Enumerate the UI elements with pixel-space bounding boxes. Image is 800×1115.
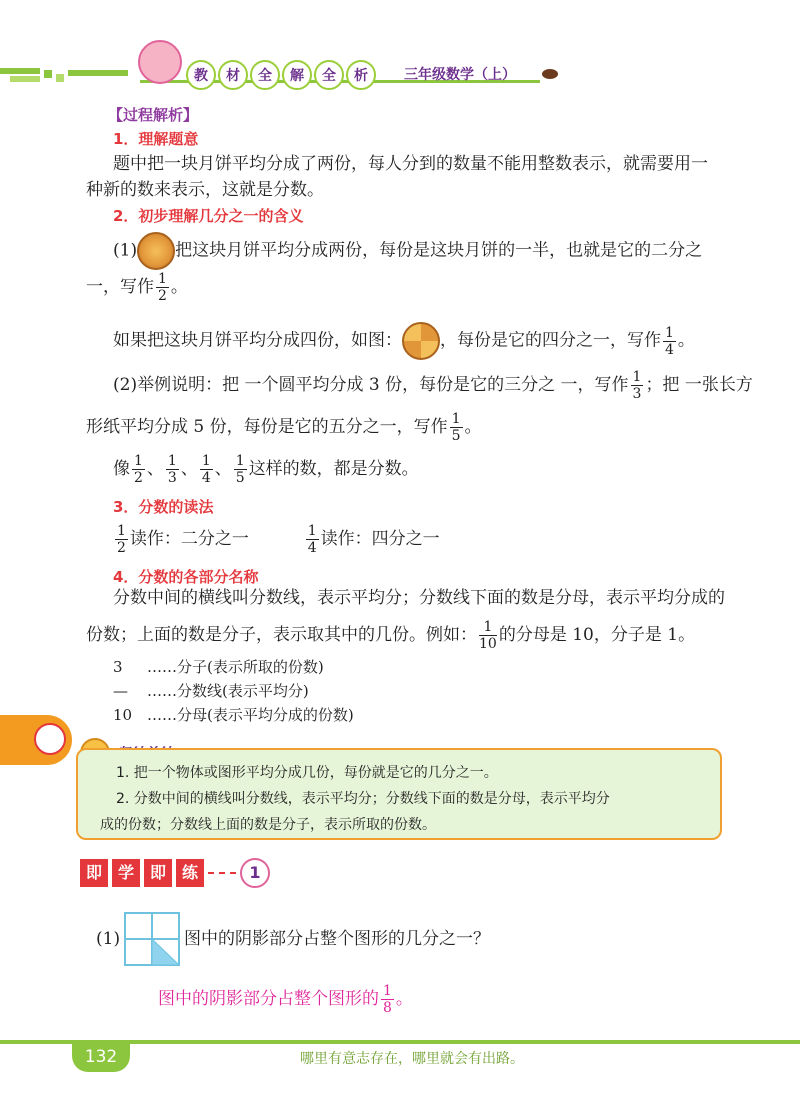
footer: [0, 1036, 800, 1076]
s4-line1: 分数中间的横线叫分数线，表示平均分；分数线下面的数是分母，表示平均分成的: [113, 588, 725, 608]
numerator: 1: [479, 620, 497, 636]
denominator: 2: [158, 288, 167, 304]
part-description: ……分数线(表示平均分): [147, 682, 309, 700]
summary-line2: 2. 分数中间的横线叫分数线，表示平均分；分数线下面的数是分母，表示平均分: [116, 791, 610, 807]
q1-label: (1): [96, 929, 121, 949]
section-heading: 【过程解析】: [108, 106, 199, 124]
footer-motto: 哪里有意志存在，哪里就会有出路。: [300, 1051, 524, 1067]
list-item: [113, 656, 354, 680]
answer-line: [158, 984, 413, 1015]
book-title-char: 教: [186, 60, 216, 90]
cat-mascot-icon: [34, 723, 66, 755]
part-description: ……分子(表示所取的份数): [147, 658, 324, 676]
denominator: 2: [117, 540, 126, 556]
fraction-half: [115, 524, 128, 555]
practice-title-char: 学: [112, 859, 140, 887]
book-title-char: 解: [282, 60, 312, 90]
fraction-half: [132, 454, 145, 485]
part-symbol: 3: [113, 658, 123, 676]
denominator: 4: [665, 341, 674, 358]
s2-p4-prefix: 像: [113, 459, 130, 479]
fraction-eighth: [381, 984, 394, 1015]
header-bar: [0, 60, 800, 90]
fraction-parts-list: [113, 656, 354, 728]
practice-title-char: 即: [144, 859, 172, 887]
denominator: 2: [134, 470, 143, 486]
s2-p1-line2-text: 一，写作: [86, 277, 154, 297]
book-title-char: 全: [314, 60, 344, 90]
numerator: 1: [235, 453, 245, 469]
dashed-line: [208, 872, 236, 874]
numerator: 1: [307, 523, 317, 539]
list-item: [113, 704, 354, 728]
s2-p3-line2: 形纸平均分成 5 份，每份是它的五分之一，写作 $\frac{1}{5}$ 。: [86, 411, 482, 444]
s2-p3-line1a: (2)举例说明：把 一个圆平均分成 3 份，每份是它的三分之 一，写作: [113, 375, 629, 395]
s2-p1-line2: 一，写作 $\frac{1}{2}$ 。: [86, 271, 188, 304]
numerator: 1: [134, 453, 143, 469]
book-title: [186, 60, 378, 90]
s1-text-line2: 种新的数来表示，这就是分数。: [86, 180, 324, 200]
numerator: 1: [632, 369, 642, 385]
header-decoration: [0, 60, 800, 90]
quartered-mooncake-icon: [402, 322, 440, 360]
numerator: 1: [167, 453, 177, 469]
s2-p4-suffix: 这样的数，都是分数。: [248, 459, 419, 479]
s1-title: 1．理解题意: [113, 130, 199, 148]
part-description: ……分母(表示平均分成的份数): [147, 706, 354, 724]
denominator: 10: [479, 636, 497, 652]
denominator: 8: [383, 1000, 392, 1016]
numerator: 1: [383, 983, 392, 999]
s3-read1: 读作：二分之一: [129, 529, 249, 549]
denominator: 3: [632, 386, 642, 402]
answer-text: 图中的阴影部分占整个图形的: [158, 989, 379, 1009]
fraction-third: [166, 454, 179, 485]
s1-text-line1: 题中把一块月饼平均分成了两份，每人分到的数量不能用整数表示，就需要用一: [113, 154, 708, 174]
numerator: 1: [665, 324, 674, 341]
fraction-third: [631, 370, 644, 401]
fraction-fifth: [234, 454, 247, 485]
summary-box: [76, 748, 722, 840]
fraction-quarter: [663, 326, 676, 357]
s2-p2-b: ，每份是它的四分之一，写作: [440, 330, 661, 351]
denominator: 5: [451, 428, 461, 444]
s2-p3-line1b: ；把 一张长方: [645, 375, 753, 395]
denominator: 3: [167, 470, 177, 486]
summary-line1: 1. 把一个物体或图形平均分成几份，每份就是它的几分之一。: [116, 765, 498, 781]
rectangle-figure: [124, 912, 180, 966]
s4-title: 4．分数的各部分名称: [113, 568, 259, 586]
fraction-quarter: [200, 454, 213, 485]
s3-read-row: [113, 524, 440, 555]
s2-p3-line1: [113, 370, 753, 401]
s2-p4: 像 $\frac{1}{2}$ 、 $\frac{1}{3}$ 、 $\frac{1}{4}$ 、 $\frac{1}{5}$ 这样的数，都是分数。: [113, 453, 419, 486]
practice-title-char: 即: [80, 859, 108, 887]
practice-title-char: 练: [176, 859, 204, 887]
practice-number: 1: [240, 858, 270, 888]
s4-line2: [86, 620, 695, 651]
s2-p1-prefix: (1): [113, 240, 138, 261]
part-symbol: —: [113, 682, 128, 700]
side-tab: [0, 715, 72, 765]
s2-title: 2．初步理解几分之一的含义: [113, 207, 304, 225]
s2-p1: [113, 232, 702, 270]
numerator: 1: [117, 523, 126, 539]
s3-read2: 读作：四分之一: [320, 529, 440, 549]
s2-p3-line2-text: 形纸平均分成 5 份，每份是它的五分之一，写作: [86, 417, 448, 437]
s4-line2b: 的分母是 10，分子是 1。: [498, 625, 696, 645]
numerator: 1: [451, 411, 461, 427]
book-title-char: 材: [218, 60, 248, 90]
denominator: 4: [201, 470, 211, 486]
s4-line2a: 份数；上面的数是分子，表示取其中的几份。例如：: [86, 625, 477, 645]
numerator: 1: [201, 453, 211, 469]
s2-p2: 如果把这块月饼平均分成四份，如图： ，每份是它的四分之一，写作 $\frac{1}{4}$ 。: [113, 322, 695, 360]
book-title-char: 全: [250, 60, 280, 90]
fraction-tenth: [479, 620, 497, 651]
s3-title: 3．分数的读法: [113, 498, 214, 516]
subject-label: 三年级数学（上）: [404, 67, 516, 83]
answer-end: 。: [395, 989, 413, 1009]
fraction-half: [156, 272, 169, 303]
fraction-fifth: [450, 412, 463, 443]
practice-header: [80, 858, 270, 888]
book-title-char: 析: [346, 60, 376, 90]
denominator: 4: [307, 540, 317, 556]
summary-line3: 成的份数；分数线上面的数是分子，表示所取的份数。: [100, 817, 436, 833]
s2-p1-line1: 把这块月饼平均分成两份，每份是这块月饼的一半，也就是它的二分之: [175, 240, 703, 261]
page-number: 132: [72, 1042, 130, 1072]
mooncake-icon: [137, 232, 175, 270]
numerator: 1: [158, 271, 167, 287]
q1-text: 图中的阴影部分占整个图形的几分之一？: [184, 929, 490, 949]
mascot-icon: [138, 40, 182, 84]
denominator: 5: [235, 470, 245, 486]
list-item: [113, 680, 354, 704]
part-symbol: 10: [113, 706, 133, 724]
s2-p2-a: 如果把这块月饼平均分成四份，如图：: [113, 330, 402, 351]
fraction-quarter: [306, 524, 319, 555]
